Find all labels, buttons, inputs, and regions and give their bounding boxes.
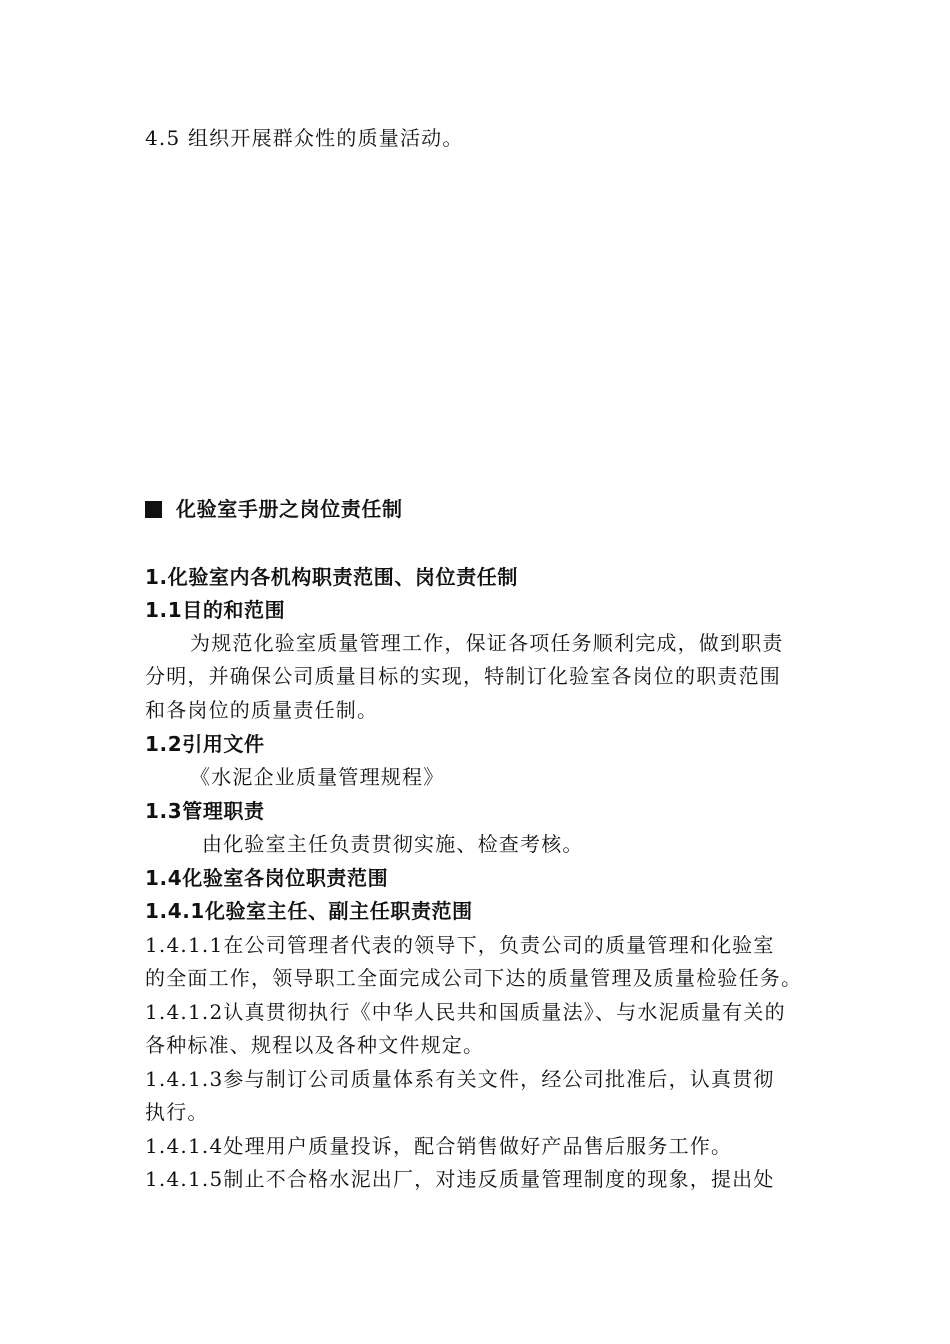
- paragraph-line: 《水泥企业质量管理规程》: [190, 765, 445, 789]
- heading-1-1: 1.1目的和范围: [145, 598, 286, 622]
- section-title-text: 化验室手册之岗位责任制: [176, 497, 403, 521]
- paragraph-line: 和各岗位的质量责任制。: [145, 698, 379, 722]
- list-item-line: 1.4.1.5制止不合格水泥出厂，对违反质量管理制度的现象，提出处: [145, 1167, 775, 1191]
- list-item-line: 各种标准、规程以及各种文件规定。: [145, 1033, 485, 1057]
- list-item-line: 的全面工作，领导职工全面完成公司下达的质量管理及质量检验任务。: [145, 966, 803, 990]
- paragraph-line: 由化验室主任负责贯彻实施、检查考核。: [202, 832, 584, 856]
- section-title: [145, 495, 403, 523]
- heading-1: 1.化验室内各机构职责范围、岗位责任制: [145, 565, 518, 589]
- black-square-icon: [145, 501, 162, 518]
- list-item-line: 1.4.1.2认真贯彻执行《中华人民共和国质量法》、与水泥质量有关的: [145, 1000, 786, 1024]
- list-item-4-5: 4.5 组织开展群众性的质量活动。: [145, 126, 464, 150]
- paragraph-line: 为规范化验室质量管理工作，保证各项任务顺利完成，做到职责: [190, 631, 784, 655]
- heading-1-3: 1.3管理职责: [145, 799, 265, 823]
- list-item-line: 执行。: [145, 1100, 209, 1124]
- heading-1-2: 1.2引用文件: [145, 732, 265, 756]
- paragraph-line: 分明，并确保公司质量目标的实现，特制订化验室各岗位的职责范围: [145, 664, 781, 688]
- list-item-line: 1.4.1.4处理用户质量投诉，配合销售做好产品售后服务工作。: [145, 1134, 733, 1158]
- heading-1-4: 1.4化验室各岗位职责范围: [145, 866, 389, 890]
- heading-1-4-1: 1.4.1化验室主任、副主任职责范围: [145, 899, 473, 923]
- list-item-line: 1.4.1.3参与制订公司质量体系有关文件，经公司批准后，认真贯彻: [145, 1067, 775, 1091]
- list-item-line: 1.4.1.1在公司管理者代表的领导下，负责公司的质量管理和化验室: [145, 933, 775, 957]
